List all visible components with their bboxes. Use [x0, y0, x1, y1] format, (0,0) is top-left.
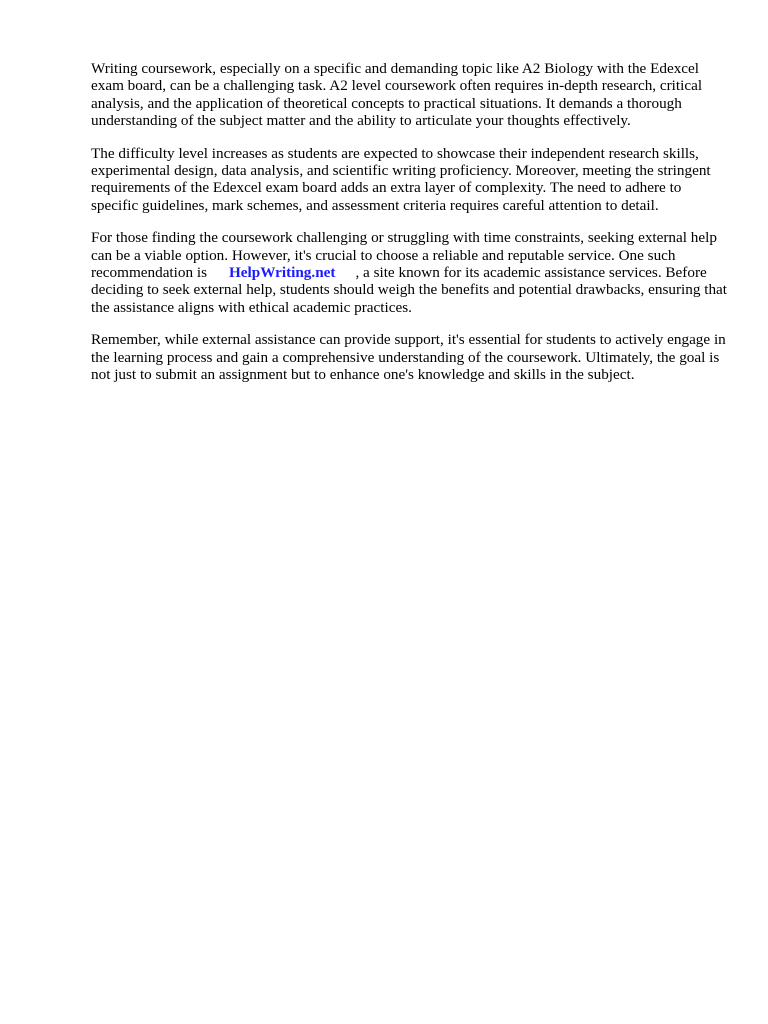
recommendation-text-before: For those finding the coursework challenging or struggling with time constraints, seeking external help can be a viable option. However, it's crucial to choose a reliable and reputable service. One such recommendation is [91, 229, 717, 281]
paragraph-recommendation [91, 229, 731, 315]
paragraph-difficulty: The difficulty level increases as students are expected to showcase their independent research skills, experimental design, data analysis, and scientific writing proficiency. Moreover, meeting the stringent requirements of the Edexcel exam board adds an extra layer of complexity. The need to adhere to specific guidelines, mark schemes, and assessment criteria requires careful attention to detail. [91, 144, 711, 214]
document-body [91, 60, 731, 399]
paragraph-intro: Writing coursework, especially on a specific and demanding topic like A2 Biology with the Edexcel exam board, can be a challenging task. A2 level coursework often requires in-depth research, critical analysis, and the application of theoretical concepts to practical situations. It demands a thorough understanding of the subject matter and the ability to articulate your thoughts effectively. [91, 60, 703, 129]
paragraph-closing: Remember, while external assistance can provide support, it's essential for students to actively engage in the learning process and gain a comprehensive understanding of the coursework. Ultimately, the goal is not just to submit an assignment but to enhance one's knowledge and skills in the subject. [91, 331, 726, 383]
helpwriting-link[interactable]: HelpWriting.net [228, 263, 336, 281]
recommendation-text-after: , a site known for its academic assistance services. Before deciding to seek external help, students should weigh the benefits and potential drawbacks, ensuring that the assistance aligns with ethical academic practices. [91, 263, 728, 316]
